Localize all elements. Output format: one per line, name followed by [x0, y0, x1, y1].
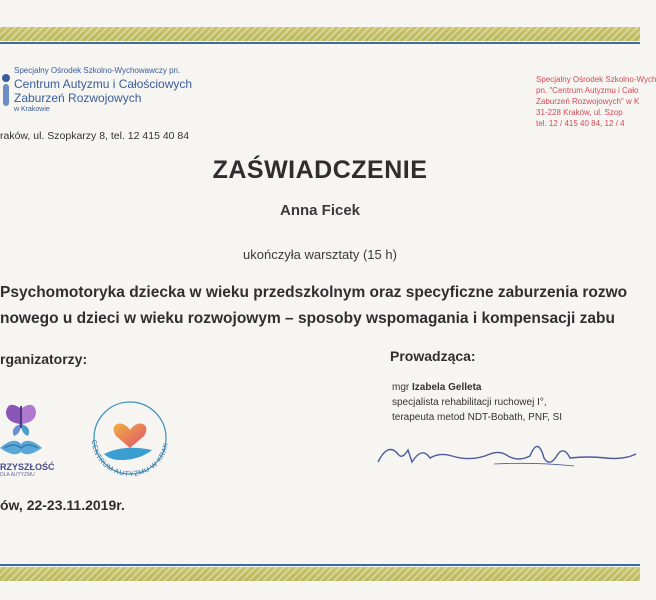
certificate-title: ZAŚWIADCZENIE [212, 156, 428, 184]
lead-details [392, 380, 562, 425]
lead-methods: terapeuta metod NDT-Bobath, PNF, SI [392, 412, 563, 423]
red-stamp [536, 74, 656, 138]
issuer-header [0, 66, 300, 146]
issue-date: ów, 22-23.11.2019r. [0, 497, 125, 513]
signature-scribble [374, 432, 640, 476]
stamp-line: pn. "Centrum Autyzmu i Cało [536, 86, 639, 95]
stamp-line: Specjalny Ośrodek Szkolno-Wych [536, 75, 656, 84]
logo2-arc-text: CENTRUM AUTYZMU W KRAK [89, 439, 170, 479]
bottom-border-band [0, 567, 640, 581]
przyszlosc-logo [0, 400, 56, 490]
butterfly-hands-icon [0, 400, 56, 460]
issuer-address: raków, ul. Szopkarzy 8, tel. 12 415 40 84 [0, 130, 190, 142]
lead-name: Izabela Gelleta [412, 382, 482, 393]
lead-title-prefix: mgr [392, 382, 410, 393]
completion-statement: ukończyła warsztaty (15 h) [243, 247, 397, 262]
recipient-name: Anna Ficek [279, 202, 361, 219]
top-border-band [0, 27, 640, 41]
workshop-topic-line1: Psychomotoryka dziecka w wieku przedszkolnym oraz specyficzne zaburzenia rozwo [0, 284, 628, 301]
bottom-border-line [0, 564, 640, 566]
stamp-line: tel. 12 / 415 40 84, 12 / 4 [536, 119, 625, 128]
organizers-label: rganizatorzy: [0, 351, 88, 367]
issuer-city: w Krakowie [14, 106, 50, 113]
lead-label: Prowadząca: [390, 348, 476, 364]
lead-qualification: specjalista rehabilitacji ruchowej I°, [392, 397, 547, 408]
stamp-line: Zaburzeń Rozwojowych" w K [536, 97, 640, 106]
logo1-subtitle: DLA AUTYZMU [0, 472, 35, 478]
heart-hand-icon [80, 400, 180, 480]
workshop-topic-line2: nowego u dzieci w wieku rozwojowym – sposoby wspomagania i kompensacji zabu [0, 310, 615, 327]
lead-name-row [392, 380, 562, 395]
issuer-name-line2: Zaburzeń Rozwojowych [14, 91, 142, 105]
issuer-small-line: Specjalny Ośrodek Szkolno-Wychowawczy pn. [14, 66, 181, 75]
logo1-name: RZYSZŁOŚĆ [0, 462, 55, 472]
issuer-name-line1: Centrum Autyzmu i Całościowych [14, 77, 193, 91]
issuer-logo-icon [0, 72, 12, 108]
centrum-autyzmu-logo [80, 400, 180, 480]
stamp-line: 31-228 Kraków, ul. Szop [536, 108, 623, 117]
top-border-line [0, 42, 640, 44]
